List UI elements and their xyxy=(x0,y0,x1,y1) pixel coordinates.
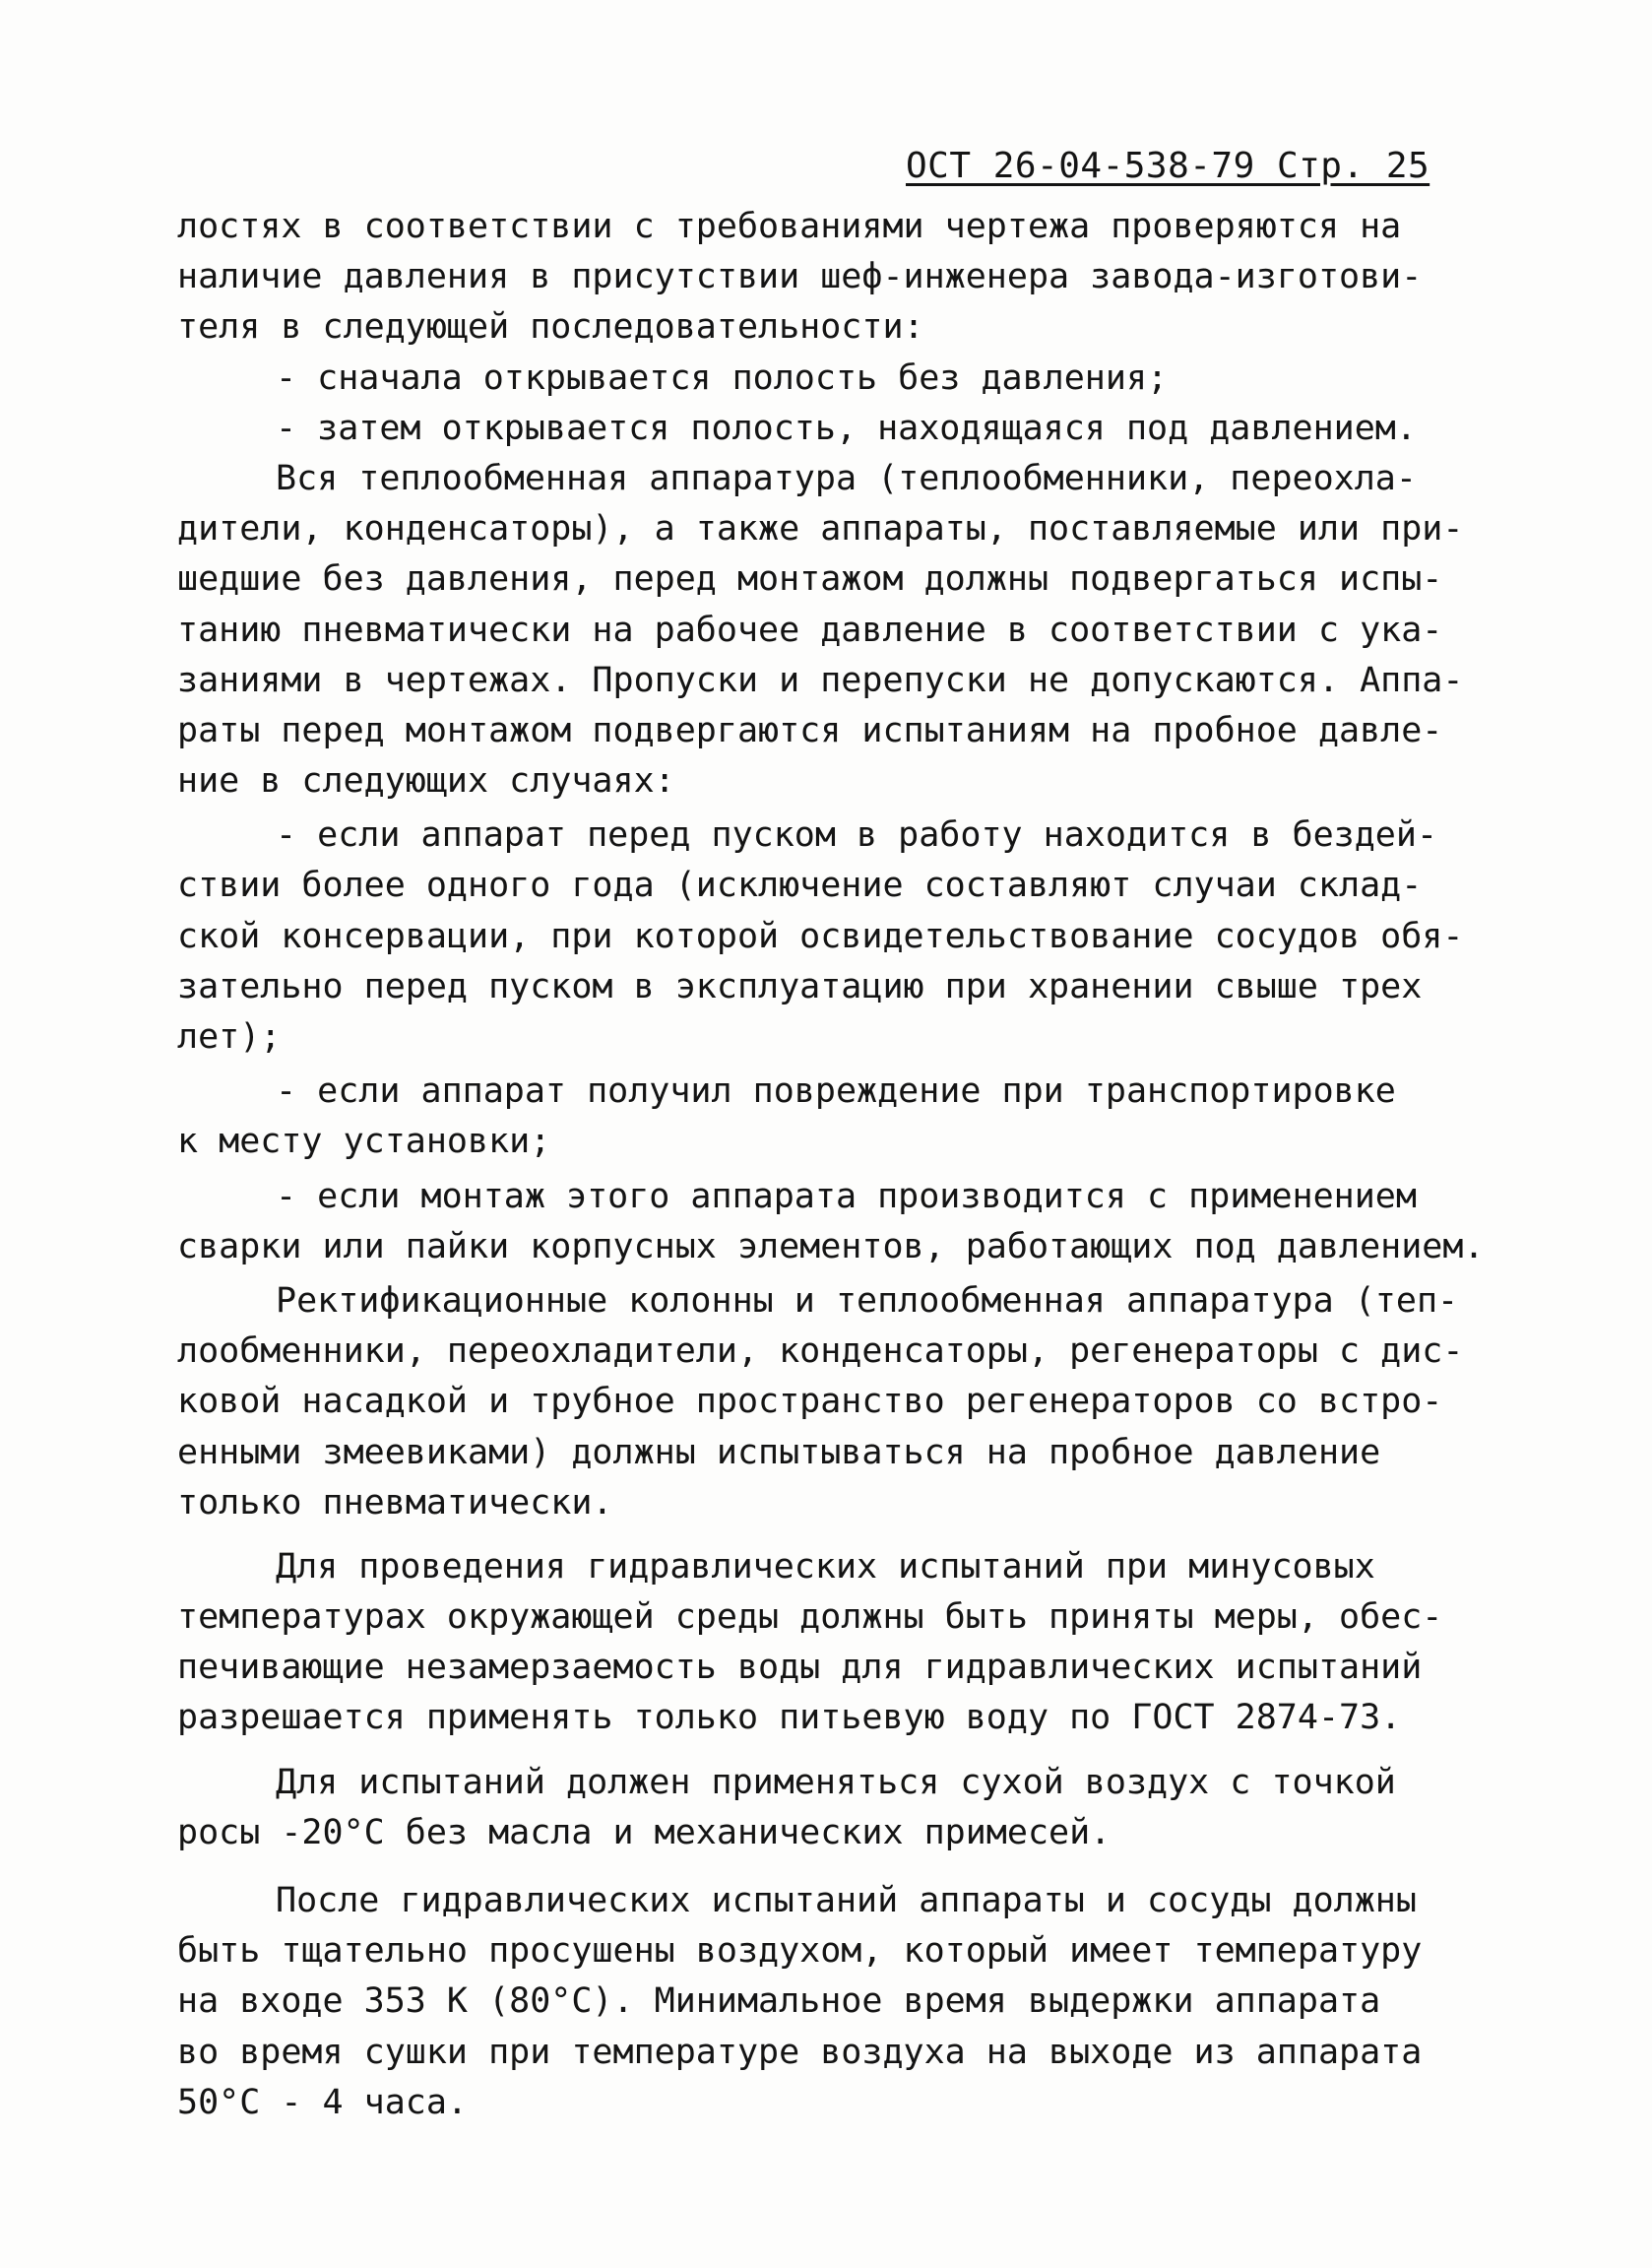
text-line: Вся теплообменная аппаратура (теплообменники, переохла- xyxy=(276,458,1417,498)
text-line: к месту установки; xyxy=(177,1122,551,1162)
text-line: лообменники, переохладители, конденсаторы, регенераторы с дис- xyxy=(177,1331,1464,1372)
text-line: температурах окружающей среды должны быть приняты меры, обес- xyxy=(177,1597,1443,1638)
text-line: - если аппарат получил повреждение при транспортировке xyxy=(276,1071,1396,1112)
page-header-code: ОСТ 26-04-538-79 Стр. 25 xyxy=(906,146,1430,186)
text-line: шедшие без давления, перед монтажом должны подвергаться испы- xyxy=(177,559,1443,600)
text-line: теля в следующей последовательности: xyxy=(177,307,924,348)
text-line: Для проведения гидравлических испытаний при минусовых xyxy=(276,1546,1375,1587)
text-line: печивающие незамерзаемость воды для гидравлических испытаний xyxy=(177,1648,1423,1688)
text-line: разрешается применять только питьевую воду по ГОСТ 2874-73. xyxy=(177,1698,1402,1738)
text-line: танию пневматически на рабочее давление в соответствии с ука- xyxy=(177,610,1443,650)
text-line: 50°С - 4 часа. xyxy=(177,2082,469,2122)
text-line: лостях в соответствии с требованиями чертежа проверяются на xyxy=(177,207,1402,246)
text-line: заниями в чертежах. Пропуски и перепуски не допускаются. Аппа- xyxy=(177,660,1464,700)
text-line: зательно перед пуском в эксплуатацию при хранении свыше трех xyxy=(177,966,1423,1006)
text-line: ствии более одного года (исключение составляют случаи склад- xyxy=(177,866,1423,906)
text-line: Для испытаний должен применяться сухой воздух с точкой xyxy=(276,1762,1396,1802)
text-line: Ректификационные колонны и теплообменная аппаратура (теп- xyxy=(276,1280,1459,1321)
text-line: ние в следующих случаях: xyxy=(177,761,675,802)
text-line: на входе 353 К (80°С). Минимальное время выдержки аппарата xyxy=(177,1981,1381,2022)
text-line: наличие давления в присутствии шеф-инженера завода-изготови- xyxy=(177,257,1423,297)
text-line: ской консервации, при которой освидетельствование сосудов обя- xyxy=(177,916,1464,956)
text-line: - сначала открывается полость без давления; xyxy=(276,357,1169,398)
text-line: раты перед монтажом подвергаются испытаниям на пробное давле- xyxy=(177,710,1443,750)
text-line: После гидравлических испытаний аппараты и сосуды должны xyxy=(276,1881,1417,1920)
text-line: только пневматически. xyxy=(177,1482,613,1523)
text-line: - если аппарат перед пуском в работу находится в бездей- xyxy=(276,815,1438,856)
text-line: - затем открывается полость, находящаяся под давлением. xyxy=(276,408,1417,448)
text-line: лет); xyxy=(177,1017,282,1057)
text-line: сварки или пайки корпусных элементов, работающих под давлением. xyxy=(177,1226,1485,1266)
text-line: во время сушки при температуре воздуха на выходе из аппарата xyxy=(177,2032,1423,2072)
text-line: енными змеевиками) должны испытываться на пробное давление xyxy=(177,1432,1381,1472)
text-line: росы -20°С без масла и механических примесей. xyxy=(177,1812,1112,1852)
text-line: быть тщательно просушены воздухом, который имеет температуру xyxy=(177,1931,1423,1972)
text-line: - если монтаж этого аппарата производится с применением xyxy=(276,1176,1417,1216)
text-line: ковой насадкой и трубное пространство регенераторов со встро- xyxy=(177,1382,1443,1422)
text-line: дители, конденсаторы), а также аппараты, поставляемые или при- xyxy=(177,509,1464,550)
document-body xyxy=(177,202,1496,2128)
